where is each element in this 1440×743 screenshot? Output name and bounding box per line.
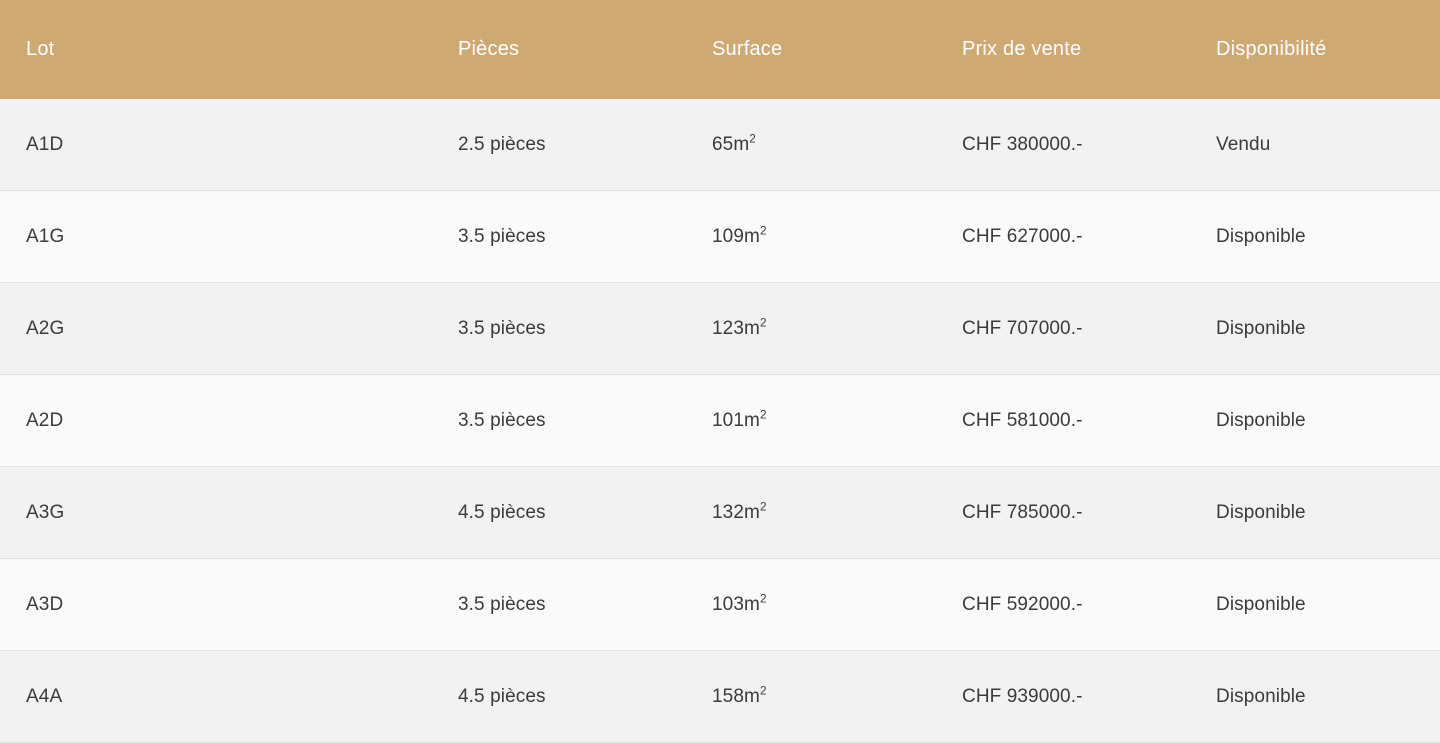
cell-prix-de-vente: CHF 627000.- [940, 191, 1190, 283]
cell-pieces: 4.5 pièces [440, 467, 690, 559]
cell-surface-value: 158m [712, 685, 760, 707]
cell-disponibilite: Disponible [1190, 651, 1440, 743]
cell-pieces: 3.5 pièces [440, 375, 690, 467]
cell-lot: A3G [0, 467, 440, 559]
table-row [0, 375, 1440, 467]
cell-surface-exponent: 2 [759, 500, 767, 514]
cell-surface-exponent: 2 [759, 592, 767, 606]
column-header-pieces: Pièces [440, 0, 690, 99]
cell-surface [690, 559, 940, 651]
cell-lot: A2D [0, 375, 440, 467]
cell-surface-exponent: 2 [759, 224, 767, 238]
cell-disponibilite: Disponible [1190, 283, 1440, 375]
table-row [0, 559, 1440, 651]
cell-surface-exponent: 2 [759, 408, 767, 422]
table-row [0, 99, 1440, 191]
table-row [0, 191, 1440, 283]
cell-disponibilite: Vendu [1190, 99, 1440, 191]
cell-surface [690, 99, 940, 191]
table-row [0, 651, 1440, 743]
cell-surface [690, 375, 940, 467]
cell-disponibilite: Disponible [1190, 375, 1440, 467]
table-header [0, 0, 1440, 99]
cell-prix-de-vente: CHF 592000.- [940, 559, 1190, 651]
cell-prix-de-vente: CHF 939000.- [940, 651, 1190, 743]
cell-surface-value: 123m [712, 317, 760, 339]
column-header-surface: Surface [690, 0, 940, 99]
cell-disponibilite: Disponible [1190, 559, 1440, 651]
column-header-lot: Lot [0, 0, 440, 99]
cell-pieces: 2.5 pièces [440, 99, 690, 191]
cell-surface-exponent: 2 [759, 684, 767, 698]
cell-surface-value: 109m [712, 225, 760, 247]
table-row [0, 283, 1440, 375]
cell-pieces: 3.5 pièces [440, 191, 690, 283]
column-header-prix-de-vente: Prix de vente [940, 0, 1190, 99]
cell-prix-de-vente: CHF 707000.- [940, 283, 1190, 375]
cell-prix-de-vente: CHF 581000.- [940, 375, 1190, 467]
column-header-disponibilite: Disponibilité [1190, 0, 1440, 99]
cell-prix-de-vente: CHF 380000.- [940, 99, 1190, 191]
cell-lot: A2G [0, 283, 440, 375]
cell-pieces: 4.5 pièces [440, 651, 690, 743]
cell-disponibilite: Disponible [1190, 191, 1440, 283]
cell-surface-value: 132m [712, 501, 760, 523]
table-header-row [0, 0, 1440, 99]
cell-disponibilite: Disponible [1190, 467, 1440, 559]
cell-surface-exponent: 2 [749, 132, 756, 146]
cell-surface [690, 467, 940, 559]
cell-surface [690, 191, 940, 283]
cell-surface-value: 103m [712, 593, 760, 615]
table-row [0, 467, 1440, 559]
cell-surface-exponent: 2 [759, 316, 767, 330]
cell-pieces: 3.5 pièces [440, 559, 690, 651]
cell-lot: A4A [0, 651, 440, 743]
table-body [0, 99, 1440, 743]
cell-lot: A1G [0, 191, 440, 283]
cell-pieces: 3.5 pièces [440, 283, 690, 375]
cell-surface [690, 651, 940, 743]
cell-lot: A1D [0, 99, 440, 191]
cell-lot: A3D [0, 559, 440, 651]
cell-surface-value: 65m [712, 133, 750, 155]
cell-prix-de-vente: CHF 785000.- [940, 467, 1190, 559]
cell-surface [690, 283, 940, 375]
cell-surface-value: 101m [712, 409, 760, 431]
